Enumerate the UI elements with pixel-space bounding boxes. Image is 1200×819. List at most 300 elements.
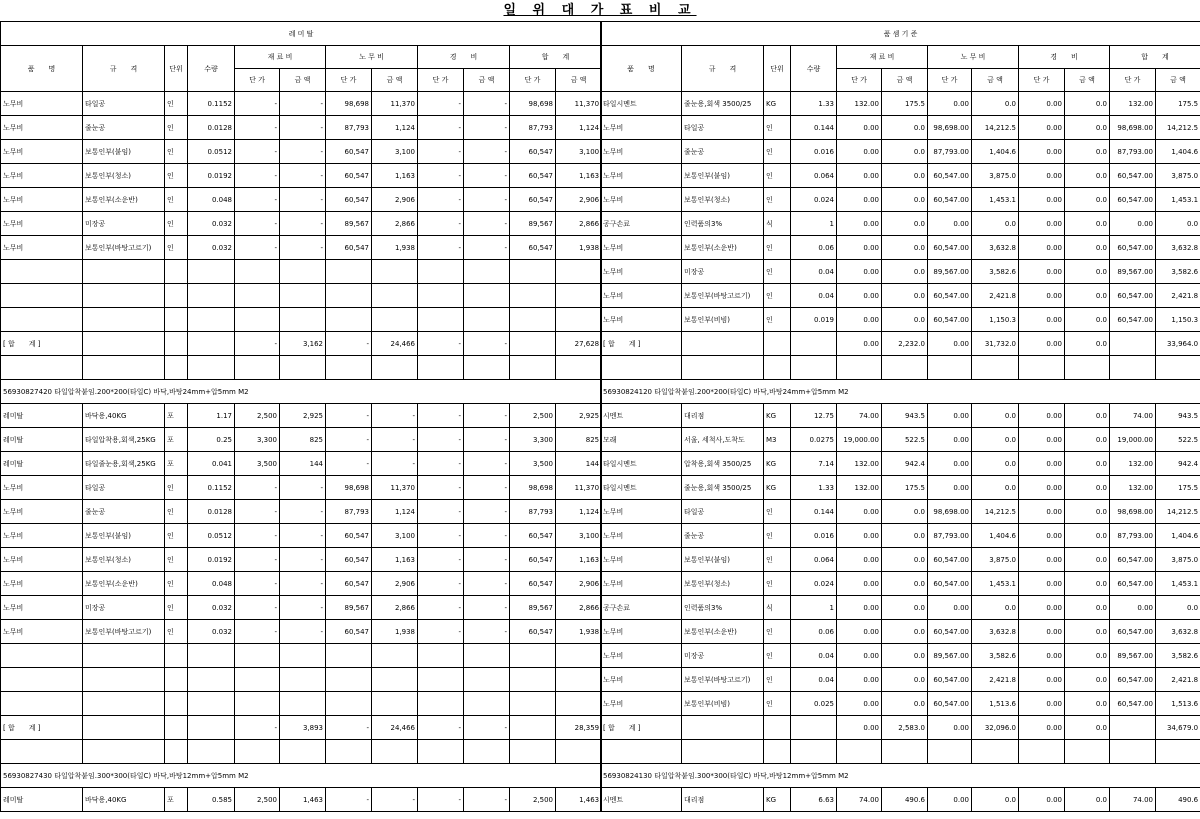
table-row [601,548,1200,572]
cell-total-amount: 28,359 [556,716,602,740]
cell-expense-amount: 0.0 [1065,668,1110,692]
cell-name: 모래 [601,428,682,452]
subheader-unit-price: 단 가 [326,69,372,92]
table-row [1,260,602,284]
cell-material-amount: 490.6 [882,788,928,812]
cell-expense-amount: 0.0 [1065,644,1110,668]
cell-expense-amount: 0.0 [1065,716,1110,740]
cell-labor-price: 0.00 [928,428,972,452]
cell-name: 타일시멘트 [601,476,682,500]
cell-expense-amount [1065,740,1110,764]
cell-labor-amount: - [372,452,418,476]
cell-name [601,740,682,764]
cell-expense-amount: - [464,332,510,356]
cell-total-amount [556,356,602,380]
cell-material-amount: 0.0 [882,620,928,644]
cell-spec: 바닥용,40KG [83,404,165,428]
cell-total-amount: 943.5 [1156,404,1200,428]
table-row [601,236,1200,260]
cell-name: 노무비 [601,164,682,188]
cell-expense-amount [464,668,510,692]
cell-name: 노무비 [601,260,682,284]
cell-unit: 인 [764,548,791,572]
cell-spec: 타일줄눈용,회색,25KG [83,452,165,476]
cell-material-amount: - [280,500,326,524]
cell-labor-amount: 1,513.6 [972,692,1019,716]
item-code-description: 56930824130 타일압착붙임.300*300(타일C) 바닥,바탕12mm+압5mm M2 [601,764,1200,788]
cell-material-amount [280,740,326,764]
cell-expense-amount: - [464,572,510,596]
cell-spec: 보통인부(바탕고르기) [83,236,165,260]
subheader-amount: 금 액 [464,69,510,92]
cell-labor-amount [372,356,418,380]
cell-total-price: 60,547.00 [1110,308,1156,332]
cell-labor-amount: 1,163 [372,164,418,188]
cell-labor-amount: 3,875.0 [972,548,1019,572]
cell-labor-price: 60,547.00 [928,620,972,644]
cell-total-price [1110,332,1156,356]
cell-expense-amount: - [464,476,510,500]
cell-expense-price: - [418,428,464,452]
cell-unit [165,668,188,692]
cell-spec: 보통인부(바탕고르기) [682,668,764,692]
cell-total-price [510,332,556,356]
cell-expense-amount [464,308,510,332]
cell-material-amount: 0.0 [882,236,928,260]
cell-material-price: 0.00 [837,668,882,692]
cell-spec: 미장공 [83,212,165,236]
cell-expense-amount: - [464,524,510,548]
cell-total-amount: 2,866 [556,596,602,620]
cell-expense-amount: - [464,788,510,812]
cell-expense-price: 0.00 [1019,116,1065,140]
cell-total-amount: 2,866 [556,212,602,236]
cell-total-price: 19,000.00 [1110,428,1156,452]
cell-spec: 타일공 [83,476,165,500]
cell-expense-price: - [418,116,464,140]
cell-qty [188,284,235,308]
table-row [1,476,602,500]
standard-table [600,21,1200,812]
subtotal-row [601,332,1200,356]
cell-qty [188,716,235,740]
cell-labor-price [326,692,372,716]
cell-spec: 줄눈공 [83,500,165,524]
cell-total-amount [556,668,602,692]
cell-material-price: 0.00 [837,260,882,284]
cell-total-price [1110,716,1156,740]
table-row [601,788,1200,812]
cell-unit: 인 [764,116,791,140]
cell-total-price: 60,547.00 [1110,236,1156,260]
cell-unit: 포 [165,788,188,812]
cell-total-price: 3,500 [510,452,556,476]
cell-material-price: - [235,116,280,140]
cell-expense-price: 0.00 [1019,92,1065,116]
cell-material-amount [280,260,326,284]
cell-material-price: - [235,476,280,500]
cell-unit: 인 [764,524,791,548]
cell-qty [188,260,235,284]
cell-expense-price: - [418,452,464,476]
cell-material-amount: - [280,164,326,188]
subheader-amount: 금 액 [372,69,418,92]
cell-name: 노무비 [601,668,682,692]
cell-labor-amount: 0.0 [972,476,1019,500]
cell-total-amount: 1,124 [556,116,602,140]
cell-total-price: 89,567 [510,596,556,620]
cell-expense-amount: 0.0 [1065,404,1110,428]
cell-expense-price: 0.00 [1019,164,1065,188]
cell-total-amount [556,308,602,332]
cell-qty: 0.144 [791,116,837,140]
subheader-unit-price: 단 가 [510,69,556,92]
cell-expense-amount: 0.0 [1065,596,1110,620]
cell-name: [ 합 계 ] [601,716,682,740]
cell-material-amount [280,692,326,716]
cell-labor-amount: 1,453.1 [972,188,1019,212]
cell-labor-price [928,740,972,764]
cell-labor-amount: 2,866 [372,212,418,236]
cell-material-price: 0.00 [837,164,882,188]
cell-labor-price [326,308,372,332]
cell-expense-price [418,356,464,380]
header-qty: 수량 [791,46,837,92]
table-row [1,788,602,812]
cell-qty: 0.04 [791,284,837,308]
cell-expense-price: 0.00 [1019,140,1065,164]
cell-material-price: 0.00 [837,140,882,164]
cell-unit [165,740,188,764]
cell-total-amount: 2,925 [556,404,602,428]
cell-name [1,668,83,692]
item-code-description: 56930824120 타일압착붙임.200*200(타일C) 바닥,바탕24mm+압5mm M2 [601,380,1200,404]
cell-name: 노무비 [601,500,682,524]
cell-name: 레미탈 [1,452,83,476]
cell-name: 시멘트 [601,404,682,428]
cell-total-price: 60,547 [510,140,556,164]
cell-total-price: 60,547 [510,236,556,260]
cell-material-amount: 942.4 [882,452,928,476]
cell-name: 노무비 [1,524,83,548]
cell-material-price: 132.00 [837,452,882,476]
cell-expense-price: 0.00 [1019,404,1065,428]
table-row [601,308,1200,332]
cell-expense-amount: 0.0 [1065,212,1110,236]
cell-material-price [235,260,280,284]
cell-expense-amount: 0.0 [1065,524,1110,548]
cell-material-price [235,356,280,380]
item-code-description: 56930827420 타일압착붙임.200*200(타일C) 바닥,바탕24mm+압5mm M2 [1,380,602,404]
cell-labor-price: 60,547.00 [928,236,972,260]
cell-name: 노무비 [601,236,682,260]
cell-name: 노무비 [1,476,83,500]
cell-labor-amount [972,356,1019,380]
cell-total-amount: 14,212.5 [1156,500,1200,524]
cell-labor-amount: 1,124 [372,500,418,524]
cell-unit: 식 [764,212,791,236]
cell-expense-price: 0.00 [1019,212,1065,236]
cell-material-amount: 175.5 [882,92,928,116]
cell-name: 노무비 [1,236,83,260]
cell-qty: 0.1152 [188,476,235,500]
cell-expense-price: - [418,476,464,500]
cell-unit: 포 [165,452,188,476]
cell-name: 노무비 [1,548,83,572]
cell-expense-price: - [418,140,464,164]
cell-material-amount: - [280,140,326,164]
cell-total-amount: 175.5 [1156,476,1200,500]
subheader-unit-price: 단 가 [1110,69,1156,92]
cell-expense-price: 0.00 [1019,668,1065,692]
table-row [1,572,602,596]
cell-expense-price [418,284,464,308]
cell-total-amount: 34,679.0 [1156,716,1200,740]
cell-expense-price: 0.00 [1019,596,1065,620]
table-row [601,740,1200,764]
cell-unit [764,332,791,356]
cell-labor-price: - [326,404,372,428]
item-code-row [601,764,1200,788]
table-row [601,116,1200,140]
cell-total-amount [1156,740,1200,764]
cell-total-price: 87,793.00 [1110,140,1156,164]
cell-labor-price [928,356,972,380]
cell-total-price [1110,740,1156,764]
cell-material-amount: - [280,212,326,236]
cell-material-price: - [235,596,280,620]
cell-unit: 포 [165,428,188,452]
cell-labor-amount [972,740,1019,764]
cell-material-price: - [235,620,280,644]
table-row [601,140,1200,164]
subtotal-row [1,332,602,356]
subheader-unit-price: 단 가 [837,69,882,92]
cell-material-price: 0.00 [837,524,882,548]
cell-name: 노무비 [601,524,682,548]
table-row [1,140,602,164]
table-row [601,212,1200,236]
cell-spec [682,740,764,764]
cell-material-price: - [235,572,280,596]
cell-name: 노무비 [601,284,682,308]
section-title-row [601,22,1200,46]
cell-spec: 타일압착용,회색,25KG [83,428,165,452]
cell-expense-price: 0.00 [1019,260,1065,284]
cell-labor-amount: 24,466 [372,332,418,356]
table-row [601,644,1200,668]
cell-material-amount: 0.0 [882,308,928,332]
cell-unit [764,356,791,380]
cell-name [601,356,682,380]
cell-unit: 인 [764,164,791,188]
cell-spec: 미장공 [682,260,764,284]
cell-material-price: 2,500 [235,404,280,428]
cell-qty [791,716,837,740]
cell-total-price: 98,698.00 [1110,116,1156,140]
cell-expense-amount: 0.0 [1065,788,1110,812]
cell-material-price: 0.00 [837,596,882,620]
cell-material-amount [280,668,326,692]
cell-expense-amount: - [464,428,510,452]
cell-unit: 인 [764,620,791,644]
cell-qty [188,692,235,716]
cell-qty: 0.0128 [188,500,235,524]
cell-material-price: 3,300 [235,428,280,452]
cell-unit: M3 [764,428,791,452]
header-spec: 규 격 [83,46,165,92]
cell-material-price [235,692,280,716]
cell-qty: 0.0192 [188,164,235,188]
cell-name: 노무비 [601,692,682,716]
cell-unit: 인 [764,308,791,332]
cell-spec: 미장공 [682,644,764,668]
header-unit: 단위 [764,46,791,92]
cell-material-price [235,644,280,668]
header-expense: 경 비 [418,46,510,69]
cell-qty: 0.032 [188,620,235,644]
cell-labor-amount: 1,453.1 [972,572,1019,596]
cell-material-price: 0.00 [837,284,882,308]
cell-material-price: - [235,716,280,740]
cell-total-price [510,356,556,380]
cell-total-price: 98,698 [510,476,556,500]
cell-material-price: 0.00 [837,692,882,716]
cell-material-amount: - [280,524,326,548]
table-row [601,692,1200,716]
cell-qty: 0.1152 [188,92,235,116]
column-header-row [601,46,1200,69]
cell-labor-price: 60,547.00 [928,284,972,308]
cell-qty [791,332,837,356]
cell-total-amount: 1,163 [556,164,602,188]
cell-qty: 0.04 [791,644,837,668]
cell-labor-price: 60,547 [326,548,372,572]
cell-expense-amount: - [464,596,510,620]
cell-qty: 0.144 [791,500,837,524]
cell-material-price: - [235,92,280,116]
table-row [1,308,602,332]
cell-expense-price [418,308,464,332]
cell-expense-price: 0.00 [1019,788,1065,812]
cell-labor-amount: 14,212.5 [972,500,1019,524]
cell-expense-price: - [418,332,464,356]
cell-spec [682,356,764,380]
cell-labor-price: 98,698 [326,476,372,500]
cell-total-price: 87,793 [510,500,556,524]
cell-qty [791,356,837,380]
cell-labor-price: 0.00 [928,212,972,236]
cell-spec [83,740,165,764]
cell-labor-price: - [326,332,372,356]
cell-qty: 0.06 [791,620,837,644]
cell-expense-price: - [418,548,464,572]
cell-qty: 0.024 [791,188,837,212]
cell-total-price: 60,547.00 [1110,548,1156,572]
cell-labor-amount: 32,096.0 [972,716,1019,740]
cell-total-amount: 2,906 [556,572,602,596]
cell-material-price: 0.00 [837,548,882,572]
cell-expense-amount: 0.0 [1065,452,1110,476]
cell-material-amount: 825 [280,428,326,452]
cell-labor-amount [372,740,418,764]
cell-qty: 0.041 [188,452,235,476]
cell-name [1,740,83,764]
cell-spec: 줄눈용,회색 3500/25 [682,92,764,116]
cell-unit: 인 [764,644,791,668]
cell-unit [165,308,188,332]
table-row [601,164,1200,188]
cell-unit [165,260,188,284]
cell-qty: 0.585 [188,788,235,812]
section-title: 레 미 탈 [1,22,602,46]
cell-qty [791,740,837,764]
cell-total-amount: 3,582.6 [1156,644,1200,668]
cell-material-price: 0.00 [837,308,882,332]
cell-labor-price: 0.00 [928,476,972,500]
cell-labor-amount [372,260,418,284]
cell-name: 공구손료 [601,596,682,620]
cell-material-amount: 0.0 [882,116,928,140]
cell-qty: 0.048 [188,572,235,596]
item-code-row [1,764,602,788]
cell-labor-price: 0.00 [928,404,972,428]
standard-table-body [601,22,1200,812]
cell-spec: 보통인부(청소) [83,548,165,572]
page-title: 일 위 대 가 표 비 교 [503,3,697,18]
cell-material-amount: - [280,476,326,500]
cell-labor-amount: 3,875.0 [972,164,1019,188]
cell-material-amount: 0.0 [882,164,928,188]
cell-unit: 인 [764,692,791,716]
cell-total-amount [556,692,602,716]
cell-material-amount: 175.5 [882,476,928,500]
table-row [601,404,1200,428]
cell-expense-price: - [418,596,464,620]
cell-total-price: 60,547.00 [1110,284,1156,308]
cell-total-amount: 3,100 [556,140,602,164]
table-row [601,524,1200,548]
cell-total-amount: 3,875.0 [1156,164,1200,188]
cell-material-amount: 0.0 [882,188,928,212]
cell-material-price: 2,500 [235,788,280,812]
cell-name: 노무비 [1,140,83,164]
cell-material-price: 0.00 [837,500,882,524]
cell-unit [165,716,188,740]
subheader-amount: 금 액 [556,69,602,92]
table-row [1,164,602,188]
cell-total-price: 60,547 [510,164,556,188]
cell-spec: 인력품의3% [682,212,764,236]
table-row [601,620,1200,644]
cell-material-amount: 943.5 [882,404,928,428]
cell-expense-price [418,260,464,284]
cell-qty: 1.17 [188,404,235,428]
cell-spec: 타일공 [682,500,764,524]
cell-name: 노무비 [601,620,682,644]
cell-expense-amount: 0.0 [1065,572,1110,596]
cell-spec: 보통인부(붙임) [83,140,165,164]
table-row [601,188,1200,212]
cell-expense-price: - [418,788,464,812]
cell-spec [83,644,165,668]
subheader-amount: 금 액 [1156,69,1200,92]
cell-expense-amount: - [464,236,510,260]
cell-total-amount: 144 [556,452,602,476]
cell-unit: 인 [165,212,188,236]
cell-labor-amount: 0.0 [972,452,1019,476]
table-row [1,596,602,620]
